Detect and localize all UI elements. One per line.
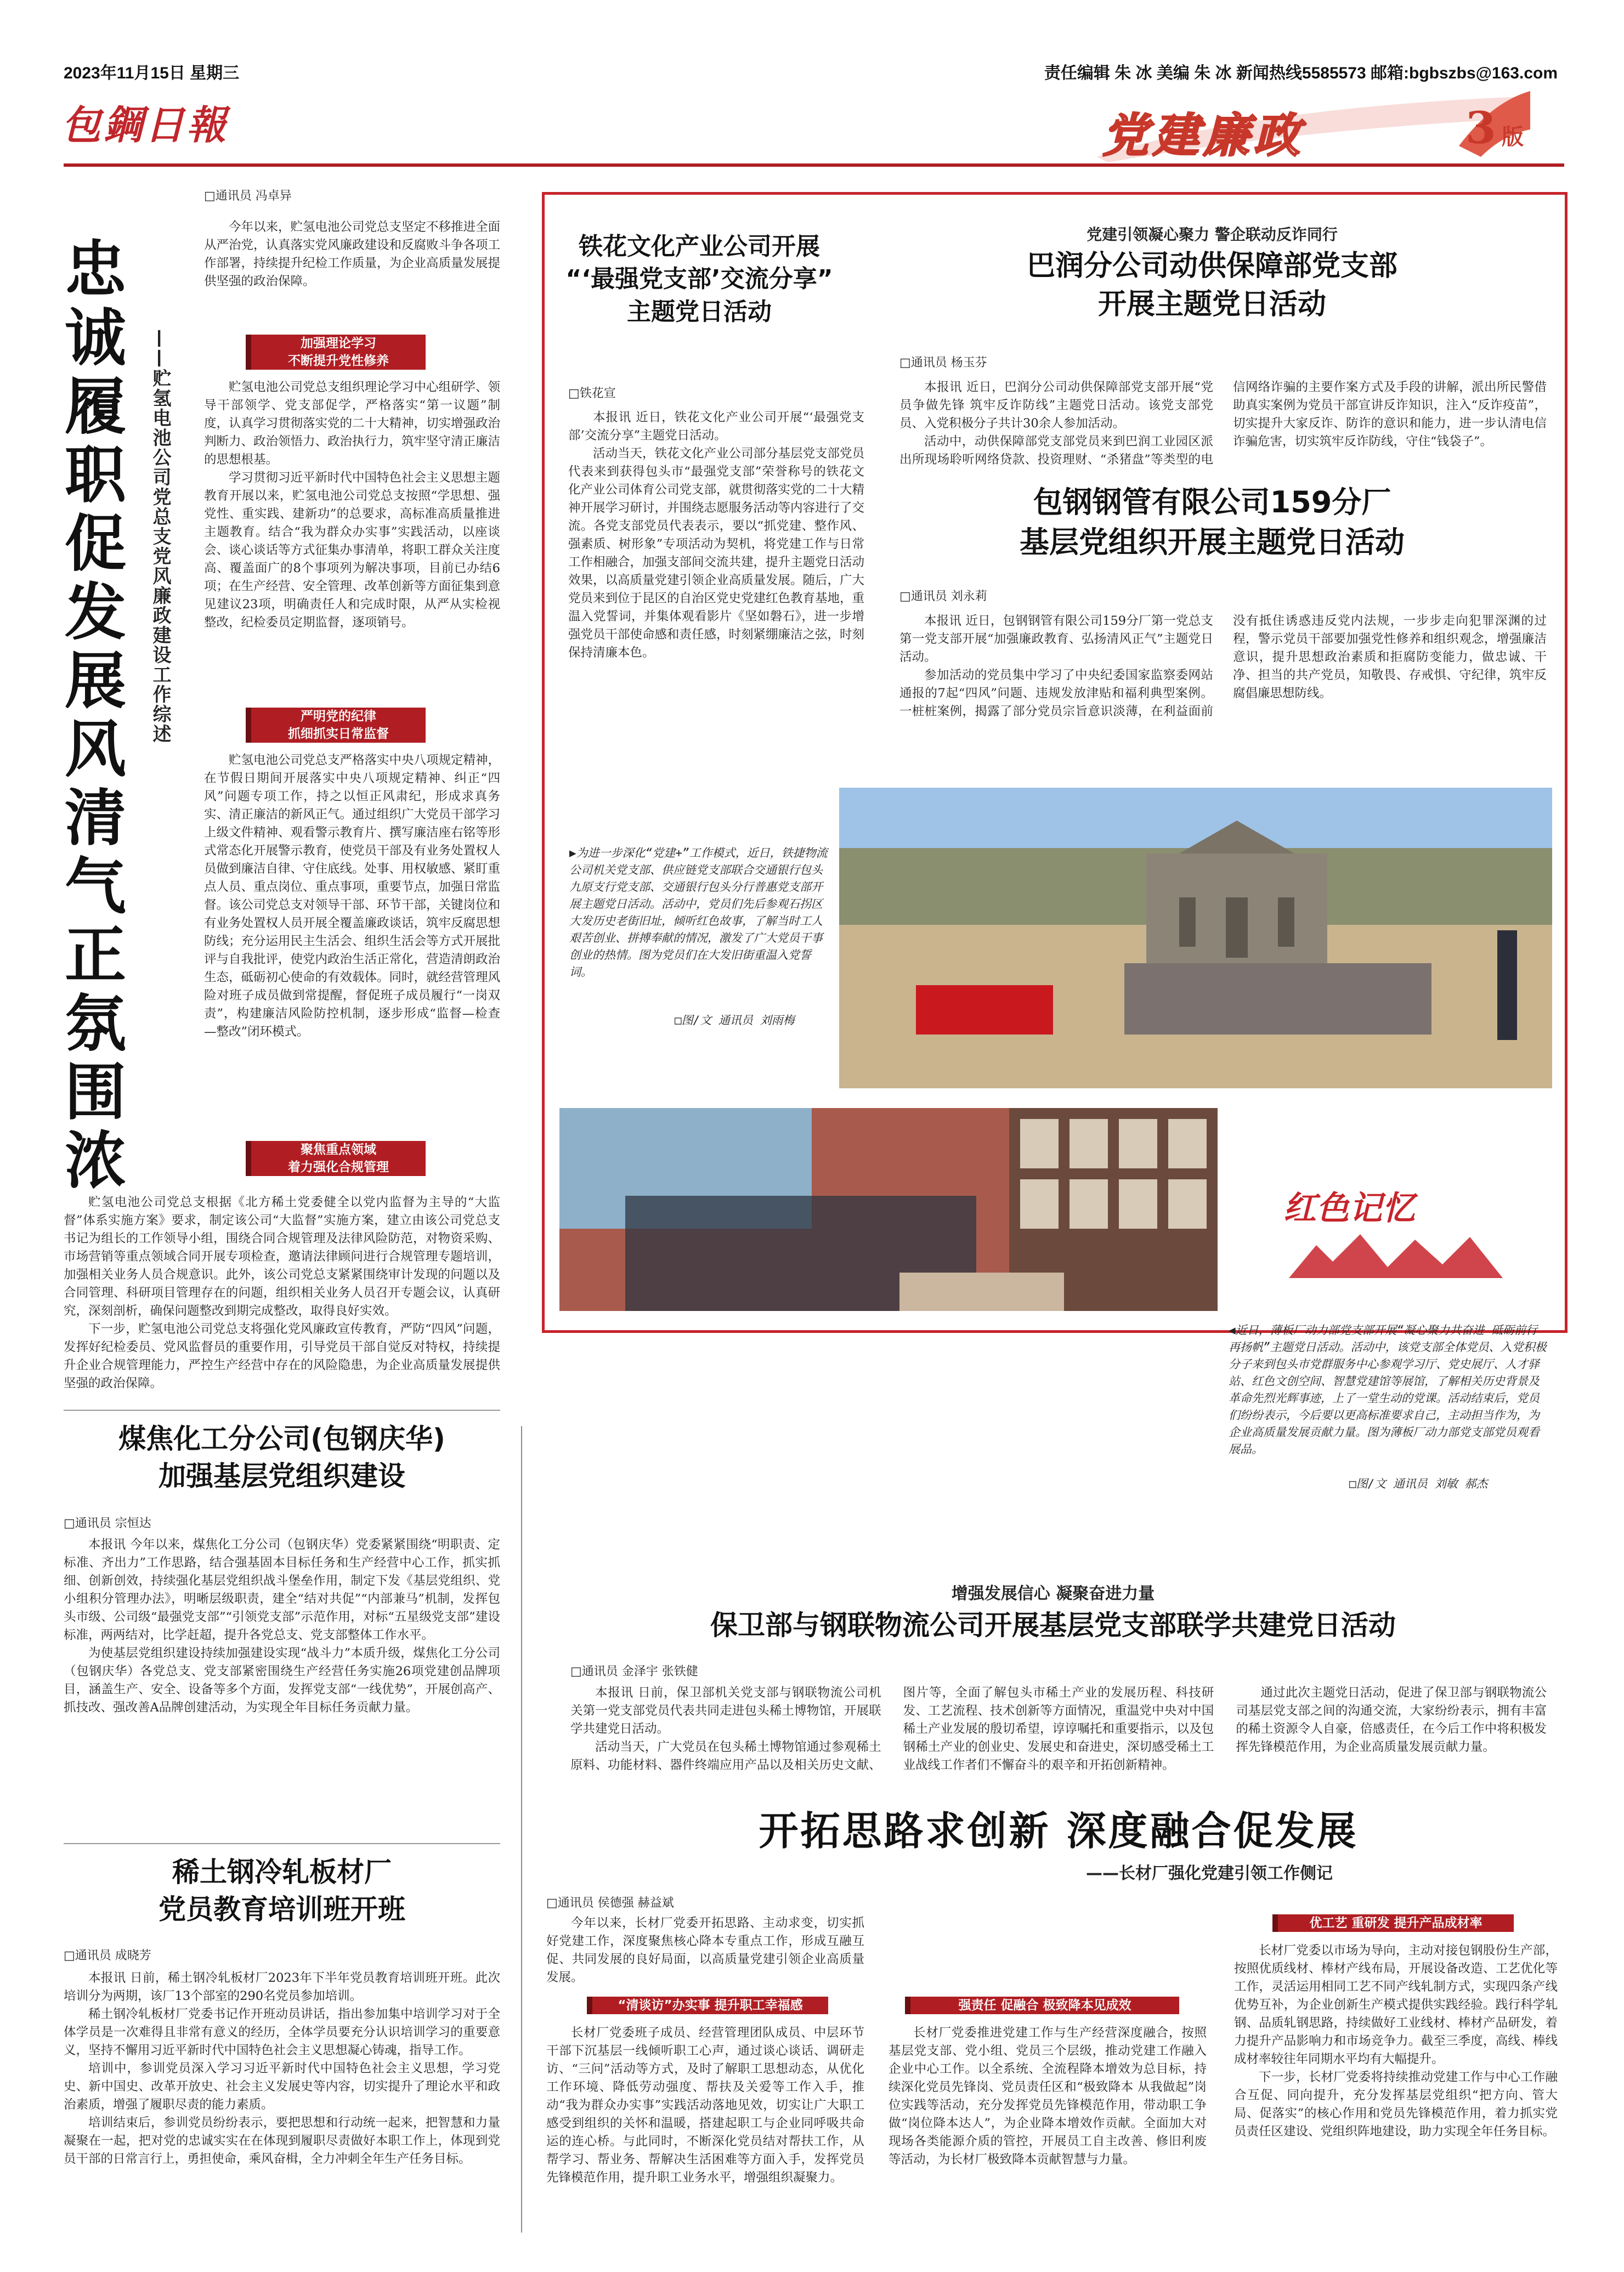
barun-title [878, 247, 1547, 324]
divider [64, 1843, 500, 1844]
security-title: 保卫部与钢联物流公司开展基层党支部联学共建党日活动 [710, 1609, 1396, 1641]
heading-line: 聚焦重点领域 [301, 1143, 376, 1157]
barun-kicker: 党建引领凝心聚力 警企联动反诈同行 [1087, 225, 1338, 244]
paragraph: 本报讯 日前，稀土钢冷轧板材厂2023年下半年党员教育培训班开班。此次培训分为两期，该厂13个部室的290名党员参加培训。 [64, 1971, 500, 2003]
section-heading [246, 708, 426, 743]
rolling-article-body [64, 1969, 500, 2168]
paragraph: 参加活动的党员集中学习了中央纪委国家监察委网站通报的7起“四风”问题、违规发放津贴和福利典型案例。一桩桩案例，揭露了部分党员宗旨意识淡薄，在利益面前没有抵住诱惑违反党内法规，一步步走向犯罪深渊的过程，警示党员干部要加强党性修养和组织观念，增强廉洁意识，提升思想政治素质和拒腐防变能力，做忠诚、干净、担当的共产党员，知敬畏、存戒惧、守纪律，筑牢反腐倡廉思想防线。 [899, 614, 1547, 719]
paragraph: 今年以来，贮氢电池公司党总支坚定不移推进全面从严治党，认真落实党风廉政建设和反腐败斗争各项工作部署，持续提升纪检工作质量，为企业高质量发展提供坚强的政治保障。 [204, 220, 501, 289]
title-line: 基层党组织开展主题党日活动 [1020, 524, 1405, 559]
iron-flower-byline: □铁花宣 [568, 387, 616, 400]
paragraph: 本报讯 日前，保卫部机关党支部与钢联物流公司机关第一党支部党员代表共同走进包头稀土博物馆，开展联学共建党日活动。 [570, 1686, 881, 1736]
issue-date: 2023年11月15日 星期三 [64, 64, 240, 82]
photo-exhibition-visit [559, 1108, 1218, 1311]
long-article-col2 [889, 2024, 1207, 2169]
paragraph: 培训中，参训党员深入学习习近平新时代中国特色社会主义思想，学习党史、新中国史、改革开放史、社会主义发展史等内容，切实提升了理论水平和政治素质，增强了履职尽责的能力素质。 [64, 2061, 500, 2112]
paragraph: 长材厂党委班子成员、经营管理团队成员、中层环节干部下沉基层一线倾听职工心声，通过谈心谈话、调研走访、“三问”活动等方式，及时了解职工思想动态，从优化工作环境、降低劳动强度、帮扶及关爱等工作入手，推动“我为群众办实事”实践活动落地见效，切实让广大职工感受到组织的关怀和温暖，搭建起职工与企业同呼吸共命运的连心桥。与此同时，不断深化党员结对帮扶工作，从帮学习、帮业务、帮解决生活困难等方面入手，发挥党员先锋模范作用，提升职工业务水平，增强组织凝聚力。 [546, 2026, 864, 2185]
paragraph: 学习贯彻习近平新时代中国特色社会主义思想主题教育开展以来，贮氢电池公司党总支按照“学思想、强党性、重实践、建新功”的总要求，高标准高质量推进主题教育。结合“我为群众办实事”实践活动，以座谈会、谈心谈话等方式征集办事清单，将职工群众关注度高、覆盖面广的8个事项列为解决事项，目前已办结6项；在生产经营、安全管理、改革创新等方面征集到意见建议23项，明确责任人和完成时限，从严从实检视整改，纪检委员定期监督，逐项销号。 [204, 471, 501, 630]
title-line: 包钢钢管有限公司159分厂 [1033, 485, 1391, 519]
paragraph: 下一步，长材厂党委将持续推动党建工作与中心工作融合互促、同向提升，充分发挥基层党组织“把方向、管大局、促落实”的核心作用和党员先锋模范作用，着力抓实党员责任区建设、党组织阵地建设，助力实现全年任务目标。 [1234, 2070, 1558, 2139]
coke-article-byline: □通讯员 宗恒达 [64, 1517, 151, 1530]
paragraph: 长材厂党委以市场为导向，主动对接包钢股份生产部，按照优质线材、棒材产线布局，开展设备改造、工艺优化等工作，灵活运用相同工艺不同产线轧制方式，实现四条产线优势互补，为企业创新生产模式提供实践经验。践行科学轧钢、品质轧钢思路，持续做好工业线材、棒材产品研发，着力提升产品影响力和市场竞争力。截至三季度，高线、棒线成材率较往年同期水平均有大幅提升。 [1234, 1943, 1558, 2066]
security-byline: □通讯员 金泽宇 张铁健 [570, 1665, 698, 1678]
paragraph: 本报讯 近日，包钢钢管有限公司159分厂第一党总支第一党支部开展“加强廉政教育、弘扬清风正气”主题党日活动。 [899, 614, 1213, 664]
main-article-title: 忠诚履职促发展 风清气正氛围浓 [65, 234, 126, 1197]
paragraph: 培训结束后，参训党员纷纷表示，要把思想和行动统一起来，把智慧和力量凝聚在一起，把对党的忠诚实实在在体现到履职尽责做好本职工作上，体现到党员干部的日常言行上，勇担使命，乘风奋楫，全力冲刺全年生产任务目标。 [64, 2116, 500, 2166]
header-rule [64, 163, 1564, 167]
title-line: 稀土钢冷轧板材厂 [172, 1856, 392, 1888]
section-body [204, 751, 500, 1041]
steel-pipe-body [899, 612, 1547, 721]
page-number: 3 [1465, 102, 1496, 154]
paragraph: 下一步，贮氢电池公司党总支将强化党风廉政宣传教育，严防“四风”问题，发挥好纪检委员、党风监督员的重要作用，引导党员干部自觉反对特权，持续提升企业合规管理能力，严控生产经营中存在的风险隐患，为企业高质量发展提供坚强的政治保障。 [64, 1322, 500, 1391]
paragraph: 长材厂党委推进党建工作与生产经营深度融合，按照基层党支部、党小组、党员三个层级，推动党建工作融入企业中心工作。以全系统、全流程降本增效为总目标，持续深化党员先锋岗、党员责任区和“极致降本 从我做起”岗位实践等活动，充分发挥党员先锋模范作用，带动职工争做“岗位降本达人”，为企业降本增效作贡献。全面加大对现场各类能源介质的管控，开展员工自主改善、修旧利废等活动，为长材厂极致降本贡献智慧与力量。 [889, 2026, 1207, 2167]
paragraph: 活动当天，铁花文化产业公司部分基层党支部党员代表来到获得包头市“最强党支部”荣誉称号的铁花文化产业公司体育公司党支部，就贯彻落实党的二十大精神开展学习研讨，并围绕志愿服务活动等内容进行了交流。各党支部党员代表表示，要以“抓党建、整作风、强素质、树形象”专项活动为契机，将党建工作与日常工作相融合，加强支部间交流共建，提升主题党日活动效果，以高质量党建引领企业高质量发展。随后，广大党员来到位于昆区的自治区党史党建红色教育基地，重温入党誓词，并集体观看影片《坚如磐石》，进一步增强党员干部使命感和责任感，时刻紧绷廉洁之弦，时刻保持清廉本色。 [568, 447, 865, 660]
paragraph: 稀土钢冷轧板材厂党委书记作开班动员讲话，指出参加集中培训学习对于全体学员是一次难得且非常有意义的经历，全体学员要充分认识培训学习的重要意义，坚持不懈用习近平新时代中国特色社会主义思想凝心铸魂，指导工作。 [64, 2007, 500, 2058]
section-heading [246, 335, 426, 370]
photo-illustration [559, 1108, 1218, 1311]
long-article-col1 [546, 1914, 864, 1987]
photo1-credit: □图/文 通讯员 刘雨梅 [675, 1014, 795, 1027]
paragraph: 本报讯 近日，铁花文化产业公司开展“‘最强党支部’交流分享”主题党日活动。 [568, 410, 864, 443]
page-unit: 版 [1502, 125, 1524, 150]
long-article-col3 [1234, 1942, 1558, 2141]
section-body [204, 378, 500, 632]
heading-line: 不断提升党性修养 [288, 354, 389, 368]
photo-party-members-oath [839, 788, 1552, 1088]
paragraph: 贮氢电池公司党总支组织理论学习中心组研学、领导干部领学、党支部促学，严格落实“第一议题”制度，认真学习贯彻落实党的二十大精神，切实增强政治判断力、政治领悟力、政治执行力，筑牢坚守清正廉洁的思想根基。 [204, 380, 501, 467]
section-name: 党建廉政 [1102, 108, 1305, 162]
title-line: 煤焦化工分公司(包钢庆华) [118, 1423, 445, 1455]
steel-pipe-title [878, 483, 1547, 563]
title-line: 铁花文化产业公司开展 [579, 233, 820, 261]
paper-logo: 包鋼日報 [61, 101, 229, 148]
photo2-caption: ◀近日，薄板厂动力部党支部开展“凝心聚力共奋进 砥砺前行再扬帆”主题党日活动。活动中，该党支部全体党员、入党积极分子来到包头市党群服务中心参观学习厅、党史展厅、人才驿站、红色文创空间、智慧党建馆等展馆，了解相关历史背景及革命先烈光辉事迹，上了一堂生动的党课。活动结束后，党员们纷纷表示，今后要以更高标准要求自己，主动担当作为，为企业高质量发展贡献力量。图为薄板厂动力部党支部党员观看展品。 [1229, 1324, 1547, 1456]
security-kicker: 增强发展信心 凝聚奋进力量 [951, 1584, 1155, 1603]
heading-line: 加强理论学习 [301, 336, 376, 351]
photo2-credit: □图/文 通讯员 刘敏 郝杰 [1349, 1477, 1488, 1490]
paragraph: 活动当天，广大党员在包头稀土博物馆通过参观稀土原料、功能材料、器件终端应用产品以及相关历史文献、图片等，全面了解包头市稀土产业的发展历程、科技研发、工艺流程、技术创新等方面情况，重温党中央对中国稀土产业发展的殷切希望，谆谆嘱托和重要指示，以及包钢稀土产业的创业史、发展史和奋进史，深切感受稀土工业战线工作者们不懈奋斗的艰辛和开拓创新精神。 [570, 1686, 1214, 1772]
rolling-article-byline: □通讯员 成晓芳 [64, 1949, 151, 1963]
coke-article-title [64, 1421, 500, 1495]
section-heading [246, 1141, 426, 1176]
iron-flower-body [568, 409, 864, 662]
coke-article-body [64, 1536, 500, 1717]
title-line: 党员教育培训班开班 [159, 1893, 405, 1925]
editor-credits: 责任编辑 朱 冰 美编 朱 冰 新闻热线5585573 邮箱:bgbszbs@163.com [1044, 64, 1558, 82]
heading-line: 抓细抓实日常监督 [288, 727, 389, 741]
paragraph: 本报讯 今年以来，煤焦化工分公司（包钢庆华）党委紧紧围绕“明职责、定标准、齐出力”工作思路，结合强基固本目标任务和生产经营中心工作，抓实抓细、创新创效，持续强化基层党组织战斗堡垒作用，制定下发《基层党组织、党小组积分管理办法》，明晰层级职责，建全“结对共促”“内部兼马”机制，发挥包头市级、公司级“最强党支部”“引领党支部”示范作用，对标“五星级党支部”建设标准，两两结对，比学赶超，提升各党总支、党支部整体工作水平。 [64, 1538, 500, 1642]
divider [64, 1410, 500, 1411]
main-article-byline: □通讯员 冯卓异 [204, 189, 292, 203]
red-memory-label: 红色记忆 [1283, 1189, 1415, 1228]
paragraph: 通过此次主题党日活动，促进了保卫部与钢联物流公司基层党支部之间的沟通交流，大家纷纷表示，拥有丰富的稀土资源令人自豪，倍感责任，在今后工作中将积极发挥先锋模范作用，为企业高质量发展贡献力量。 [1236, 1686, 1547, 1754]
rolling-article-title [64, 1854, 500, 1928]
section-body [64, 1194, 500, 1393]
long-article-subtitle: ——长材厂强化党建引领工作侧记 [1086, 1864, 1333, 1883]
title-line: 巴润分公司动供保障部党支部 [1026, 250, 1397, 282]
main-article-intro [204, 218, 500, 291]
title-line: 开展主题党日活动 [1097, 288, 1326, 321]
red-memory-illustration [1283, 1223, 1514, 1284]
long-article-title: 开拓思路求创新 深度融合促发展 [759, 1808, 1359, 1854]
paragraph: 今年以来，长材厂党委开拓思路、主动求变，切实抓好党建工作，深度聚焦核心降本专重点工作，形成互融互促、共同发展的良好局面，以高质量党建引领企业高质量发展。 [546, 1916, 864, 1985]
paragraph: 贮氢电池公司党总支严格落实中央八项规定精神，在节假日期间开展落实中央八项规定精神、纠正“四风”问题专项工作，持之以恒正风肃纪，形成求真务实、清正廉洁的新风正气。通过组织广大党员干部学习上级文件精神、观看警示教育片、撰写廉洁座右铭等形式常态化开展警示教育，使党员干部及有业务处置权人员做到廉洁自律、守住底线。处事、用权敏感、紧盯重点人员、重点岗位、重点事项，重要节点，加强日常监督。该公司党总支对领导干部、环节干部，关键岗位和有业务处置权人员开展全覆盖廉政谈话，筑牢反腐思想防线；充分运用民主生活会、组织生活会等方式开展批评与自我批评，使党内政治生活正常化，营造清朗政治生态，砥砺初心使命的有效载体。同时，就经营管理风险对班子成员做到常提醒，督促班子成员履行“一岗双责”，构建廉洁风险防控机制，逐步形成“监督—检查—整改”闭环模式。 [204, 753, 501, 1039]
main-article-subtitle: ——贮氢电池公司党总支党风廉政建设工作综述 [149, 329, 171, 744]
steel-pipe-byline: □通讯员 刘永莉 [899, 590, 987, 603]
photo1-caption: ▶为进一步深化“党建+”工作模式，近日，铁捷物流公司机关党支部、供应链党支部联合交通银行包头九原支行党支部、交通银行包头分行普惠党支部开展主题党日活动。活动中，党员们先后参观石拐区大发历史老街旧址，倾听红色故事，了解当时工人艰苦创业、拼搏奉献的情况，激发了广大党员干事创业的热情。图为党员们在大发旧街重温入党誓词。 [569, 846, 828, 979]
title-line: 主题党日活动 [627, 297, 772, 326]
section-heading: 强责任 促融合 极致降本见成效 [905, 1997, 1179, 2014]
heading-line: 严明党的纪律 [301, 709, 376, 724]
column-divider [521, 1426, 522, 2233]
heading-line: 着力强化合规管理 [288, 1160, 389, 1174]
barun-byline: □通讯员 杨玉芬 [899, 356, 987, 370]
paragraph: 活动中，动供保障部党支部党员来到巴润工业园区派出所现场聆听网络贷款、投资理财、“杀猪盘”等类型的电信网络诈骗的主要作案方式及手段的讲解，派出所民警借助真实案例为党员干部宣讲反诈知识，注入“反诈疫苗”，切实提升大家反诈、防诈的意识和能力，进一步认清电信诈骗危害，切实筑牢反诈防线，守住“钱袋子”。 [899, 380, 1547, 467]
photo-illustration [839, 788, 1552, 1088]
paragraph: 本报讯 近日，巴润分公司动供保障部党支部开展“党员争做先锋 筑牢反诈防线”主题党日活动。该党支部党员、入党积极分子共计30余人参加活动。 [899, 380, 1213, 431]
title-line: 加强基层党组织建设 [159, 1460, 405, 1492]
section-heading: “清谈访”办实事 提升职工幸福感 [587, 1997, 828, 2014]
long-article-col1-section [546, 2024, 864, 2187]
title-line: “‘最强党支部’交流分享” [565, 265, 833, 293]
long-article-byline: □通讯员 侯德强 赫益斌 [546, 1896, 674, 1910]
iron-flower-title [554, 230, 845, 328]
section-heading: 优工艺 重研发 提升产品成材率 [1272, 1914, 1514, 1932]
barun-body [899, 378, 1547, 469]
paragraph: 为使基层党组织建设持续加强建设实现“战斗力”本质升级，煤焦化工分公司（包钢庆华）各党总支、党支部紧密围绕生产经营任务实施26项党建创品牌项目，涵盖生产、安全、设备等多个方面，发挥党支部“一线优势”，开展创高产、抓技改、强改善A品牌创建活动，为实现全年目标任务贡献力量。 [64, 1646, 500, 1715]
paragraph: 贮氢电池公司党总支根据《北方稀土党委健全以党内监督为主导的“大监督”体系实施方案》要求，制定该公司“大监督”实施方案，建立由该公司党总支书记为组长的工作领导小组，围绕合同合规管理及法律风险防范，对物资采购、市场营销等重点领域合同开展专项检查，邀请法律顾问进行合规管理专题培训，加强相关业务人员合规意识。此外，该公司党总支紧紧围绕审计发现的问题以及合同管理、科研项目管理存在的问题，组织相关业务人员召开专题会议，认真研究，深刻剖析，确保问题整改到期完成整改，取得良好实效。 [64, 1195, 500, 1318]
security-body [570, 1684, 1547, 1774]
